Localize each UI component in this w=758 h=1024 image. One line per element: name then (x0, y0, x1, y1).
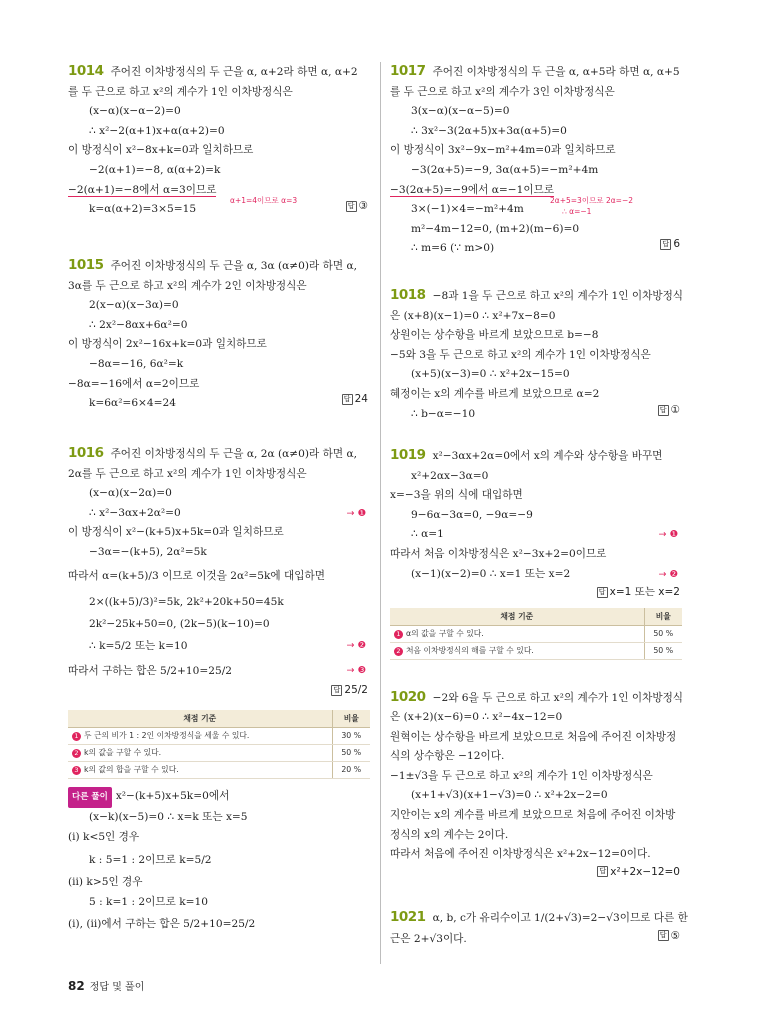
solution-line: 3×(−1)×4=−m²+4m (411, 203, 524, 216)
answer-icon: 답 (597, 866, 608, 877)
step-marker: → ❷ (346, 640, 366, 652)
problem-number: 1014 (68, 63, 104, 79)
solution-line: (x+5)(x−3)=0 ∴ x²+2x−15=0 (411, 368, 570, 381)
solution-line: 따라서 처음 이차방정식은 x²−3x+2=0이므로 (390, 547, 607, 560)
solution-line: 5 : k=1 : 2이므로 k=10 (89, 895, 208, 908)
answer-icon: 답 (658, 930, 669, 941)
solution-line: 은 (x+2)(x−6)=0 ∴ x²−4x−12=0 (390, 711, 563, 724)
criteria-header: 채점 기준 (390, 608, 644, 625)
table-row: 2 k의 값을 구할 수 있다. 50 % (68, 744, 370, 761)
problem-1019 (390, 446, 682, 604)
problem-1017 (390, 62, 682, 268)
step-marker: → ❷ (658, 568, 678, 580)
margin-note: α+1=4이므로 α=3 (230, 195, 298, 205)
right-column (390, 62, 688, 954)
solution-line: ∴ 3x²−3(2α+5)x+3α(α+5)=0 (411, 124, 567, 137)
page-footer (68, 978, 144, 993)
solution-line: x²−3αx+2α=0에서 x의 계수와 상수항을 바꾸면 (432, 450, 663, 462)
margin-note: 2α+5=3이므로 2α=−2 (550, 195, 634, 205)
solution-line: −8α=−16, 6α²=k (89, 357, 184, 370)
solution-line: 주어진 이차방정식의 두 근을 α, 2α (α≠0)라 하면 α, (110, 448, 357, 460)
solution-line: m²−4m−12=0, (m+2)(m−6)=0 (411, 222, 580, 235)
solution-line: 은 (x+8)(x−1)=0 ∴ x²+7x−8=0 (390, 309, 556, 322)
table-row: 1 두 근의 비가 1 : 2인 이차방정식을 세울 수 있다. 30 % (68, 727, 370, 744)
answer-icon: 답 (660, 239, 671, 250)
margin-note: ∴ α=−1 (562, 207, 592, 217)
problem-number: 1015 (68, 257, 104, 273)
column-divider (380, 62, 381, 964)
problem-number: 1017 (390, 63, 426, 79)
solution-line: (x−1)(x−2)=0 ∴ x=1 또는 x=2 (411, 567, 571, 580)
solution-line: 를 두 근으로 하고 x²의 계수가 1인 이차방정식은 (68, 85, 293, 98)
solution-line: 이 방정식이 x²−8x+k=0과 일치하므로 (68, 144, 254, 157)
solution-line: −8과 1을 두 근으로 하고 x²의 계수가 1인 이차방정식 (432, 290, 684, 302)
step-marker: → ❶ (658, 529, 678, 541)
solution-line: −2(α+1)=−8에서 α=3이므로 (68, 183, 217, 196)
step-marker: → ❶ (346, 507, 366, 519)
solution-line: 지안이는 x의 계수를 바르게 보았으므로 처음에 주어진 이차방 (390, 809, 676, 822)
ratio-header: 비율 (644, 608, 682, 625)
answer-mark: 답 ① (658, 404, 680, 416)
solution-line: (ⅰ), (ⅱ)에서 구하는 합은 5/2+10=25/2 (68, 918, 256, 931)
solution-line: 2(x−α)(x−3α)=0 (89, 299, 179, 312)
solution-line: k=6α²=6×4=24 (89, 397, 177, 410)
answer-mark: 답 ③ (346, 200, 368, 212)
solution-line: x=−3을 위의 식에 대입하면 (390, 489, 523, 502)
footer-label: 정답 및 풀이 (89, 982, 145, 993)
solution-line: α, b, c가 유리수이고 1/(2+√3)=2−√3이므로 다른 한 (432, 911, 688, 924)
answer-mark: 답 x²+2x−12=0 (597, 866, 680, 878)
solution-line: 상원이는 상수항을 바르게 보았으므로 b=−8 (390, 329, 599, 342)
solution-line: 3(x−α)(x−α−5)=0 (411, 105, 510, 118)
solution-line: (x−α)(x−2α)=0 (89, 487, 172, 500)
solution-line: −3(2α+5)=−9에서 α=−1이므로 (390, 183, 555, 196)
solution-line: −2(α+1)=−8, α(α+2)=k (89, 163, 221, 176)
problem-number: 1020 (390, 688, 426, 705)
solution-line: ∴ x²−3αx+2α²=0 (89, 506, 181, 519)
solution-line: (ⅱ) k>5인 경우 (68, 876, 143, 889)
solution-line: 정식의 x의 계수는 2이다. (390, 828, 509, 841)
solution-line: 따라서 α=(k+5)/3 이므로 이것을 2α²=5k에 대입하면 (68, 569, 325, 582)
solution-line: 혜정이는 x의 계수를 바르게 보았으므로 α=2 (390, 387, 600, 400)
answer-mark: 답 24 (342, 393, 368, 405)
solution-line: (x−α)(x−α−2)=0 (89, 105, 181, 118)
problem-number: 1019 (390, 447, 426, 463)
answer-icon: 답 (331, 685, 342, 696)
problem-number: 1021 (390, 908, 426, 925)
problem-1014 (68, 62, 370, 230)
solution-line: −1±√3을 두 근으로 하고 x²의 계수가 1인 이차방정식은 (390, 769, 653, 782)
solution-line: x²−(k+5)x+5k=0에서 (115, 789, 230, 802)
problem-1021 (390, 904, 688, 954)
solution-line: 2α를 두 근으로 하고 x²의 계수가 1인 이차방정식은 (68, 467, 307, 480)
page-number: 82 (68, 979, 85, 993)
answer-mark: 답 25/2 (331, 684, 368, 696)
solution-line: 이 방정식이 3x²−9x−m²+4m=0과 일치하므로 (390, 144, 616, 157)
solution-line: 주어진 이차방정식의 두 근을 α, α+5라 하면 α, α+5 (432, 66, 680, 78)
answer-mark: 답 x=1 또는 x=2 (597, 584, 680, 599)
problem-number: 1018 (390, 287, 426, 303)
table-row: 3 k의 값의 합을 구할 수 있다. 20 % (68, 761, 370, 778)
solution-line: (x+1+√3)(x+1−√3)=0 ∴ x²+2x−2=0 (411, 789, 608, 802)
criteria-header: 채점 기준 (68, 710, 332, 727)
solution-line: 따라서 구하는 합은 5/2+10=25/2 (68, 665, 233, 678)
solution-line: −3α=−(k+5), 2α²=5k (89, 545, 207, 558)
answer-mark: 답 ⑤ (658, 930, 680, 942)
solution-line: 이 방정식이 2x²−16x+k=0과 일치하므로 (68, 338, 267, 351)
solution-line: −3(2α+5)=−9, 3α(α+5)=−m²+4m (411, 163, 599, 176)
solution-line: 주어진 이차방정식의 두 근을 α, α+2라 하면 α, α+2 (110, 66, 358, 78)
solution-line: ∴ x²−2(α+1)x+α(α+2)=0 (89, 124, 225, 137)
answer-icon: 답 (597, 587, 608, 598)
alternative-solution (68, 787, 370, 937)
solution-line: ∴ k=5/2 또는 k=10 (89, 640, 188, 653)
problem-1016 (68, 444, 370, 704)
solution-line: ∴ m=6 (∵ m>0) (411, 242, 495, 255)
solution-line: 2×((k+5)/3)²=5k, 2k²+20k+50=45k (89, 595, 284, 608)
solution-line: 이 방정식이 x²−(k+5)x+5k=0과 일치하므로 (68, 526, 284, 539)
problem-1020 (390, 688, 682, 884)
problem-1018 (390, 286, 682, 428)
solution-line: 따라서 처음에 주어진 이차방정식은 x²+2x−12=0이다. (390, 848, 651, 861)
answer-icon: 답 (658, 405, 669, 416)
solution-line: −8α=−16에서 α=2이므로 (68, 377, 200, 390)
solution-line: −5와 3을 두 근으로 하고 x²의 계수가 1인 이차방정식은 (390, 348, 651, 361)
problem-1015 (68, 256, 370, 426)
solution-line: 3α를 두 근으로 하고 x²의 계수가 2인 이차방정식은 (68, 279, 307, 292)
answer-icon: 답 (346, 201, 357, 212)
step-marker: → ❸ (346, 665, 366, 677)
grading-criteria-table (68, 710, 370, 779)
answer-icon: 답 (342, 394, 353, 405)
solution-line: (x−k)(x−5)=0 ∴ x=k 또는 x=5 (89, 811, 248, 824)
ratio-header: 비율 (332, 710, 370, 727)
solution-line: x²+2αx−3α=0 (411, 469, 489, 482)
solution-line: 원혁이는 상수항을 바르게 보았으므로 처음에 주어진 이차방정 (390, 730, 677, 743)
solution-line: 주어진 이차방정식의 두 근을 α, 3α (α≠0)라 하면 α, (110, 260, 357, 272)
solution-line: −2와 6을 두 근으로 하고 x²의 계수가 1인 이차방정식 (432, 691, 684, 704)
solution-line: (ⅰ) k<5인 경우 (68, 830, 140, 843)
solution-line: 를 두 근으로 하고 x²의 계수가 3인 이차방정식은 (390, 85, 615, 98)
solution-line: 9−6α−3α=0, −9α=−9 (411, 508, 533, 521)
solution-line: 2k²−25k+50=0, (2k−5)(k−10)=0 (89, 617, 270, 630)
table-row: 2 처음 이차방정식의 해를 구할 수 있다. 50 % (390, 642, 682, 659)
solution-line: ∴ 2x²−8αx+6α²=0 (89, 318, 188, 331)
problem-number: 1016 (68, 445, 104, 461)
solution-line: 식의 상수항은 −12이다. (390, 750, 505, 763)
table-row: 1 α의 값을 구할 수 있다. 50 % (390, 625, 682, 642)
left-column (68, 62, 370, 936)
solution-line: ∴ α=1 (411, 528, 444, 541)
alt-solution-badge: 다른 풀이 (68, 787, 112, 809)
grading-criteria-table (390, 608, 682, 660)
solution-line: ∴ b−α=−10 (411, 407, 476, 420)
answer-mark: 답 6 (660, 238, 680, 250)
solution-line: k : 5=1 : 2이므로 k=5/2 (89, 854, 212, 867)
solution-line: 근은 2+√3이다. (390, 932, 467, 945)
solution-line: k=α(α+2)=3×5=15 (89, 203, 197, 216)
